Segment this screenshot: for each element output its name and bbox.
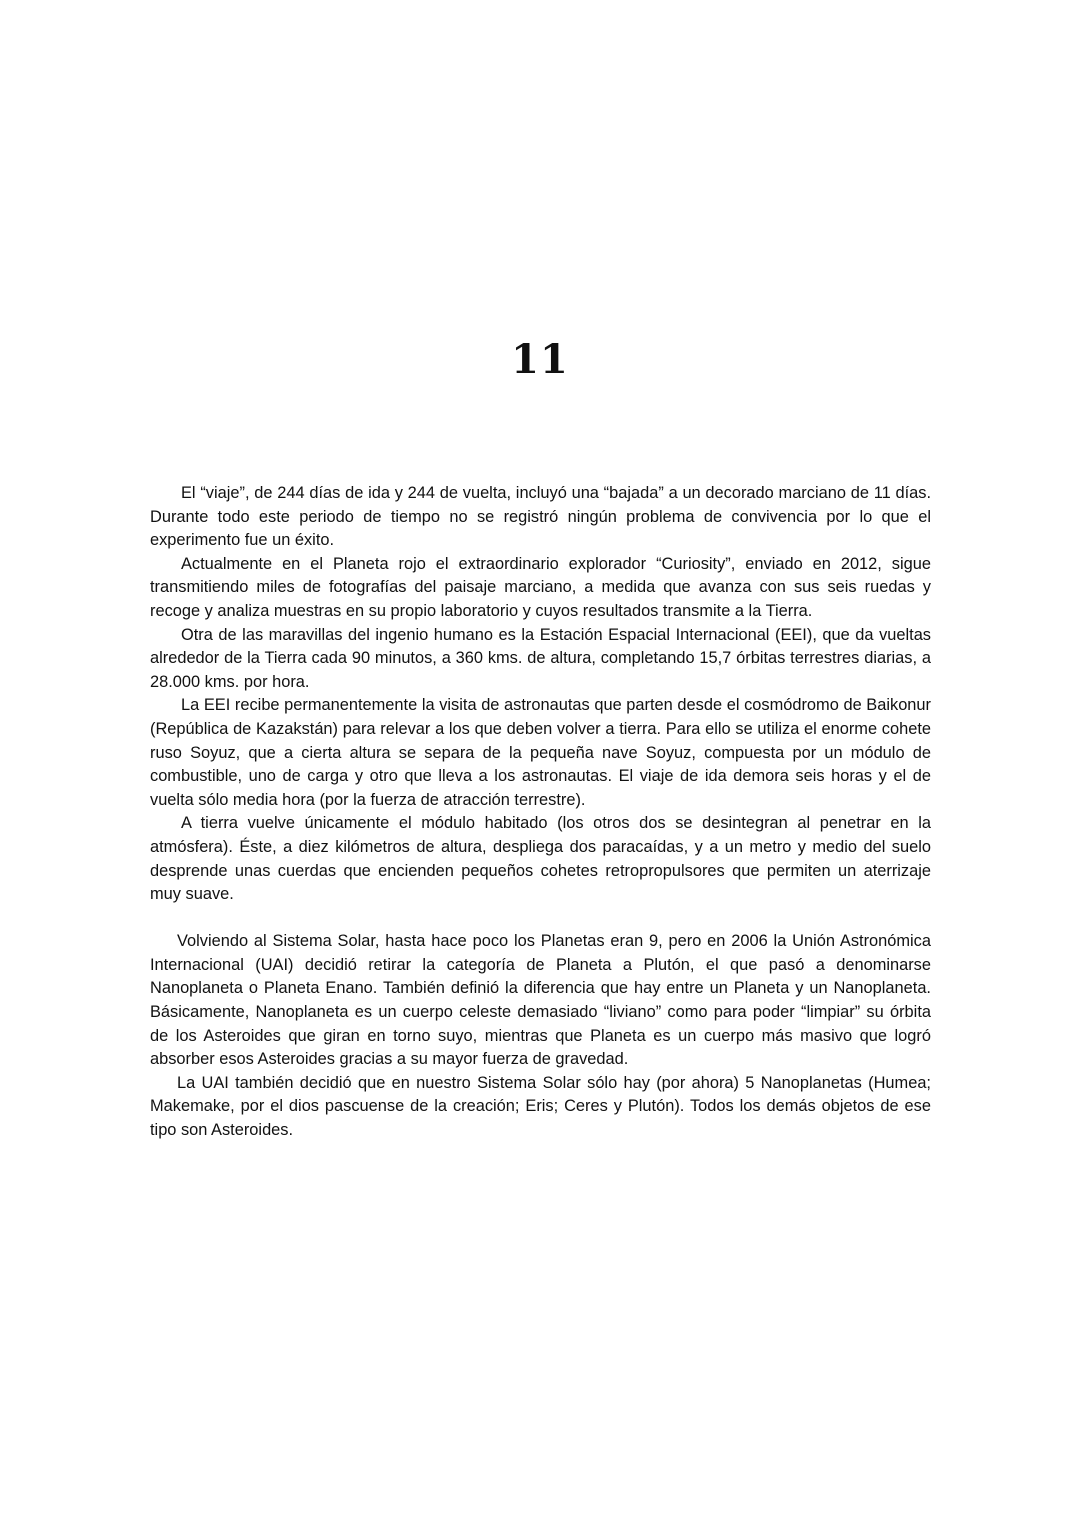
paragraph-sistema-solar: Volviendo al Sistema Solar, hasta hace poco los Planetas eran 9, pero en 2006 la Unión Astronómica Internacional (UAI) decidió retirar la categoría de Planeta a Plutón, el que pasó a denominarse Nanoplaneta o Planeta Enano. También definió la diferencia que hay entre un Planeta y un Nanoplaneta. Básicamente, Nanoplaneta es un cuerpo celeste demasiado “liviano” como para poder “limpiar” su órbita de los Asteroides que giran en torno suyo, mientras que Planeta es un cuerpo más masivo que logró absorber esos Asteroides gracias a su mayor fuerza de gravedad.	[150, 932, 931, 1069]
body-text	[150, 482, 931, 1143]
paragraph-soyuz: La EEI recibe permanentemente la visita de astronautas que parten desde el cosmódromo de Baikonur (República de Kazakstán) para relevar a los que deben volver a tierra. Para ello se utiliza el enorme cohete ruso Soyuz, que a cierta altura se separa de la pequeña nave Soyuz, compuesta por un módulo de combustible, uno de carga y otro que lleva a los astronautas. El viaje de ida demora seis horas y el de vuelta sólo media hora (por la fuerza de atracción terrestre).	[150, 696, 931, 809]
paragraph-nanoplanetas: La UAI también decidió que en nuestro Sistema Solar sólo hay (por ahora) 5 Nanoplanetas (Humea; Makemake, por el dios pascuense de la creación; Eris; Ceres y Plutón). Todos los demás objetos de ese tipo son Asteroides.	[150, 1073, 931, 1140]
chapter-number: 11	[511, 336, 569, 383]
paragraph-viaje: El “viaje”, de 244 días de ida y 244 de vuelta, incluyó una “bajada” a un decorado marciano de 11 días. Durante todo este periodo de tiempo no se registró ningún problema de convivencia por lo que el experimento fue un éxito.	[150, 484, 931, 550]
paragraph-aterrizaje: A tierra vuelve únicamente el módulo habitado (los otros dos se desintegran al penetrar en la atmósfera). Éste, a diez kilómetros de altura, despliega dos paracaídas, y a un metro y medio del suelo desprende unas cuerdas que encienden pequeños cohetes retropropulsores que permiten un aterrizaje muy suave.	[150, 814, 931, 904]
paragraph-curiosity: Actualmente en el Planeta rojo el extraordinario explorador “Curiosity”, enviado en 2012, sigue transmitiendo miles de fotografías del paisaje marciano, a medida que avanza con sus seis ruedas y recoge y analiza muestras en su propio laboratorio y cuyos resultados transmite a la Tierra.	[150, 554, 931, 620]
paragraph-eei: Otra de las maravillas del ingenio humano es la Estación Espacial Internacional (EEI), que da vueltas alrededor de la Tierra cada 90 minutos, a 360 kms. de altura, completando 15,7 órbitas terrestres diarias, a 28.000 kms. por hora.	[150, 625, 931, 691]
